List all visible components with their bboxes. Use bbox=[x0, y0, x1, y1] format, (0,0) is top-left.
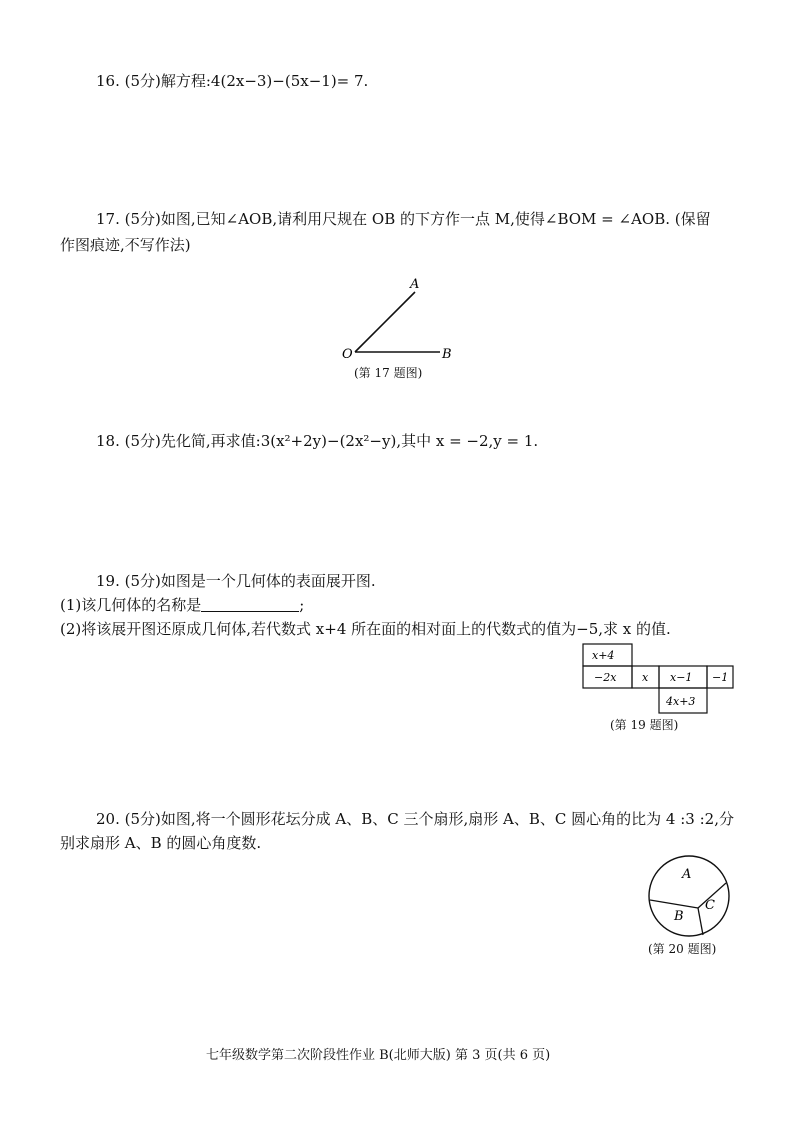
figure-20-caption: (第 20 题图) bbox=[648, 942, 717, 956]
cell-left-text: −2x bbox=[594, 671, 617, 684]
question-20-line-1: 20. (5分)如图,将一个圆形花坛分成 A、B、C 三个扇形,扇形 A、B、C 圆心角的比为 4 :3 :2,分 bbox=[96, 810, 734, 828]
figure-17-caption: (第 17 题图) bbox=[354, 366, 423, 380]
sector-a-label: A bbox=[682, 867, 692, 882]
page-footer: 七年级数学第二次阶段性作业 B(北师大版) 第 3 页(共 6 页) bbox=[206, 1048, 551, 1063]
question-18: 18. (5分)先化简,再求值:3(x²+2y)−(2x²−y),其中 x = −2,y = 1. bbox=[96, 432, 539, 450]
part-1-suffix: ; bbox=[299, 596, 305, 614]
question-20-line-2: 别求扇形 A、B 的圆心角度数. bbox=[60, 834, 262, 852]
figure-19-caption: (第 19 题图) bbox=[610, 718, 679, 732]
sector-c-label: C bbox=[705, 898, 715, 913]
point-b-label: B bbox=[442, 347, 452, 362]
question-16: 16. (5分)解方程:4(2x−3)−(5x−1)= 7. bbox=[96, 72, 369, 90]
point-o-label: O bbox=[342, 347, 353, 362]
cube-net-figure bbox=[580, 641, 736, 719]
question-17-line-1: 17. (5分)如图,已知∠AOB,请利用尺规在 OB 的下方作一点 M,使得∠BOM = ∠AOB. (保留 bbox=[96, 210, 711, 228]
sector-boundary-ab bbox=[650, 900, 698, 908]
sector-b-label: B bbox=[674, 909, 684, 924]
question-19-part-1 bbox=[60, 594, 304, 615]
cell-right-2-text: −1 bbox=[712, 671, 729, 684]
cell-top-text: x+4 bbox=[592, 649, 615, 662]
point-a-label: A bbox=[410, 277, 420, 292]
question-19-part-2: (2)将该展开图还原成几何体,若代数式 x+4 所在面的相对面上的代数式的值为−5,求 x 的值. bbox=[60, 620, 671, 638]
cell-mid-text: x bbox=[642, 671, 649, 684]
answer-blank[interactable] bbox=[201, 597, 299, 612]
sector-boundary-bc bbox=[698, 908, 703, 935]
question-17-line-2: 作图痕迹,不写作法) bbox=[60, 236, 191, 254]
circle-sectors-figure bbox=[646, 853, 732, 939]
angle-aob-figure bbox=[330, 272, 470, 367]
question-19-line-1: 19. (5分)如图是一个几何体的表面展开图. bbox=[96, 572, 376, 590]
cell-bottom-text: 4x+3 bbox=[666, 695, 696, 708]
ray-oa bbox=[355, 292, 415, 352]
part-1-prefix: (1)该几何体的名称是 bbox=[60, 596, 202, 614]
cell-right-1-text: x−1 bbox=[670, 671, 693, 684]
